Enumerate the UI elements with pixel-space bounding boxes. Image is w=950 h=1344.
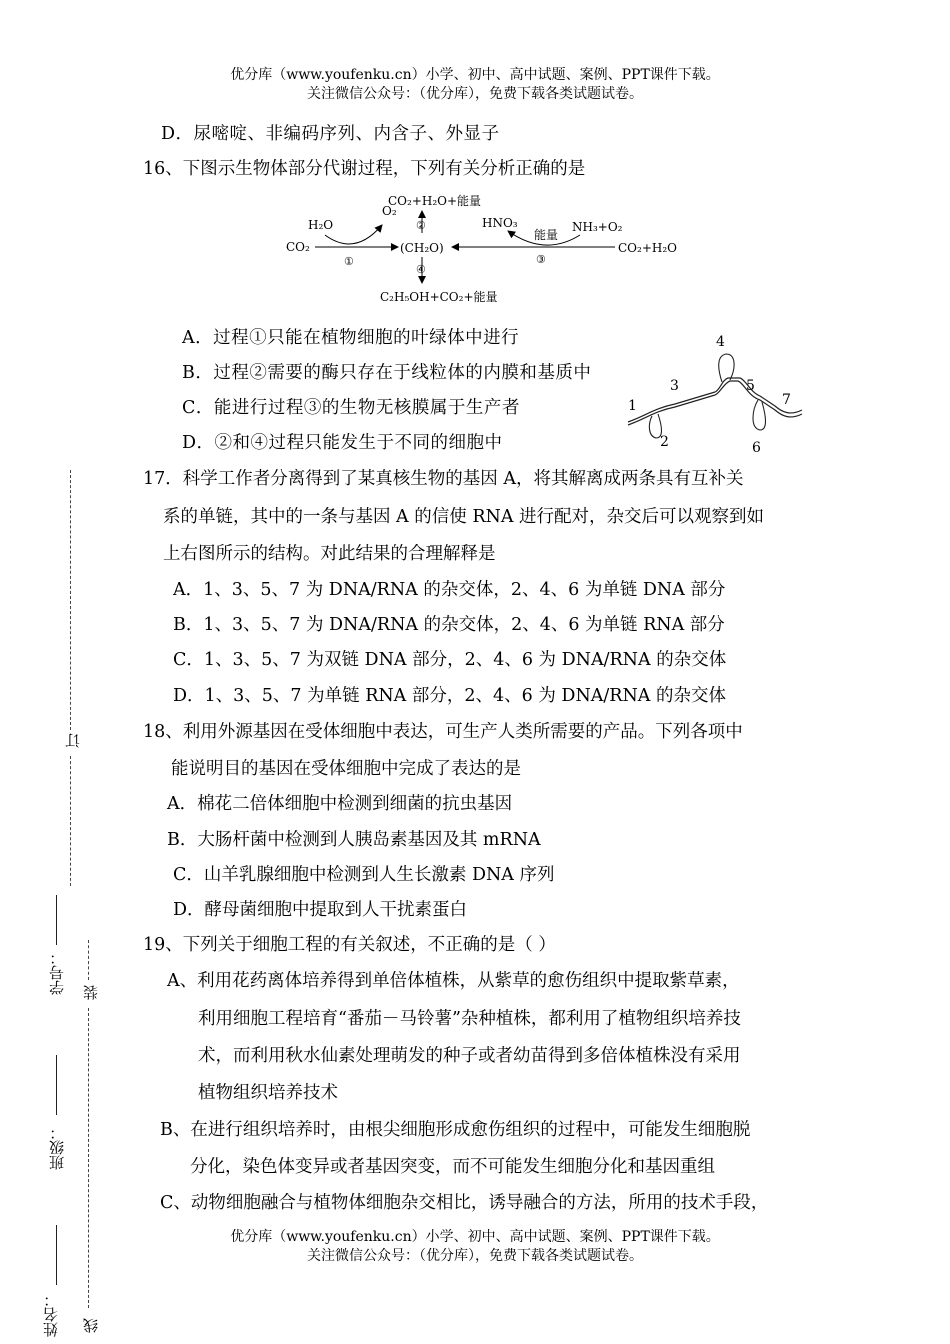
q17-option-c: C．1、3、5、7 为双链 DNA 部分，2、4、6 为 DNA/RNA 的杂交体 — [173, 650, 727, 670]
figure-label-5: 5 — [746, 378, 755, 394]
header-line-1: 优分库（www.youfenku.cn）小学、初中、高中试题、案例、PPT课件下载。 — [230, 67, 720, 83]
q16-option-a: A．过程①只能在植物细胞的叶绿体中进行 — [182, 328, 520, 348]
q16-stem: 16、下图示生物体部分代谢过程，下列有关分析正确的是 — [143, 159, 586, 179]
diagram-process-3: ③ — [536, 253, 546, 266]
binding-dash-line-lower — [88, 1008, 89, 1308]
q16-option-c: C．能进行过程③的生物无核膜属于生产者 — [182, 398, 520, 418]
binding-dash-line-2 — [88, 940, 89, 980]
binding-label-xian: 线 — [82, 1318, 100, 1333]
diagram-o2: O₂ — [382, 204, 397, 218]
diagram-bottom-product: C₂H₅OH+CO₂+能量 — [380, 290, 498, 304]
q19-option-a-line-2: 利用细胞工程培育“番茄－马铃薯”杂种植株，都利用了植物组织培养技 — [198, 1009, 741, 1029]
figure-label-7: 7 — [782, 392, 791, 408]
q19-stem: 19、下列关于细胞工程的有关叙述，不正确的是（ ） — [143, 935, 556, 955]
q18-option-b: B．大肠杆菌中检测到人胰岛素基因及其 mRNA — [167, 830, 541, 850]
binding-label-ding: 订 — [64, 733, 82, 748]
figure-label-4: 4 — [716, 334, 725, 350]
page-header — [0, 66, 950, 104]
footer-line-1: 优分库（www.youfenku.cn）小学、初中、高中试题、案例、PPT课件下载。 — [230, 1229, 720, 1245]
header-line-2: 关注微信公众号：（优分库），免费下载各类试题试卷。 — [307, 86, 643, 102]
diagram-process-1: ① — [344, 255, 354, 268]
class-label: 班级： — [48, 1125, 66, 1170]
footer-line-2: 关注微信公众号：（优分库），免费下载各类试题试卷。 — [307, 1248, 643, 1264]
figure-label-2: 2 — [660, 434, 669, 450]
q19-option-a-line-3: 术，而利用秋水仙素处理萌发的种子或者幼苗得到多倍体植株没有采用 — [198, 1046, 741, 1066]
figure-label-3: 3 — [670, 378, 679, 394]
diagram-center: (CH₂O) — [400, 241, 444, 255]
name-label: 姓名： — [42, 1292, 60, 1337]
q15-option-d: D．尿嘧啶、非编码序列、内含子、外显子 — [161, 124, 500, 144]
name-blank — [56, 1225, 57, 1285]
diagram-process-2: ② — [416, 219, 426, 232]
student-id-blank — [56, 895, 57, 945]
q19-option-a-line-1: A、利用花药离体培养得到单倍体植株，从紫草的愈伤组织中提取紫草素， — [167, 971, 740, 991]
binding-dash-line-upper — [70, 470, 71, 730]
q17-stem-line-3: 上右图所示的结构。对此结果的合理解释是 — [163, 544, 496, 564]
diagram-hno3: HNO₃ — [482, 216, 518, 230]
diagram-top-product: CO₂+H₂O+能量 — [388, 194, 482, 208]
diagram-nh3-o2: NH₃+O₂ — [572, 220, 623, 234]
q18-stem-line-1: 18、利用外源基因在受体细胞中表达，可生产人类所需要的产品。下列各项中 — [143, 722, 743, 742]
q19-option-b-line-1: B、在进行组织培养时，由根尖细胞形成愈伤组织的过程中，可能发生细胞脱 — [160, 1120, 751, 1140]
diagram-h2o: H₂O — [308, 218, 334, 232]
binding-label-zhuang: 装 — [82, 985, 100, 1000]
diagram-co2-left: CO₂ — [286, 240, 310, 254]
student-id-label: 学号： — [48, 950, 66, 995]
diagram-process-4: ④ — [416, 263, 426, 276]
figure-label-1: 1 — [628, 398, 637, 414]
q16-option-d: D．②和④过程只能发生于不同的细胞中 — [182, 433, 503, 453]
class-blank — [56, 1055, 57, 1115]
q16-metabolism-diagram — [270, 185, 690, 310]
q18-option-d: D．酵母菌细胞中提取到人干扰素蛋白 — [173, 900, 468, 920]
q17-hybrid-figure — [620, 330, 810, 460]
q19-option-c-line-1: C、动物细胞融合与植物体细胞杂交相比，诱导融合的方法，所用的技术手段， — [160, 1193, 769, 1213]
diagram-energy: 能量 — [534, 228, 559, 242]
q16-option-b: B．过程②需要的酶只存在于线粒体的内膜和基质中 — [182, 363, 592, 383]
figure-label-6: 6 — [752, 440, 761, 456]
q17-option-a: A．1、3、5、7 为 DNA/RNA 的杂交体，2、4、6 为单链 DNA 部分 — [173, 580, 726, 600]
q17-option-d: D．1、3、5、7 为单链 RNA 部分，2、4、6 为 DNA/RNA 的杂交体 — [173, 686, 726, 706]
q18-stem-line-2: 能说明目的基因在受体细胞中完成了表达的是 — [171, 759, 521, 779]
q19-option-b-line-2: 分化，染色体变异或者基因突变，而不可能发生细胞分化和基因重组 — [190, 1157, 715, 1177]
q17-stem-line-2: 系的单链，其中的一条与基因 A 的信使 RNA 进行配对，杂交后可以观察到如 — [163, 507, 765, 527]
q18-option-c: C．山羊乳腺细胞中检测到人生长激素 DNA 序列 — [173, 865, 555, 885]
binding-dash-line-middle — [70, 756, 71, 886]
page-footer — [0, 1228, 950, 1266]
q19-option-a-line-4: 植物组织培养技术 — [198, 1083, 338, 1103]
q17-stem-line-1: 17．科学工作者分离得到了某真核生物的基因 A，将其解离成两条具有互补关 — [143, 469, 744, 489]
q17-option-b: B．1、3、5、7 为 DNA/RNA 的杂交体，2、4、6 为单链 RNA 部分 — [173, 615, 725, 635]
q18-option-a: A．棉花二倍体细胞中检测到细菌的抗虫基因 — [167, 794, 513, 814]
diagram-co2-h2o-right: CO₂+H₂O — [618, 241, 677, 255]
